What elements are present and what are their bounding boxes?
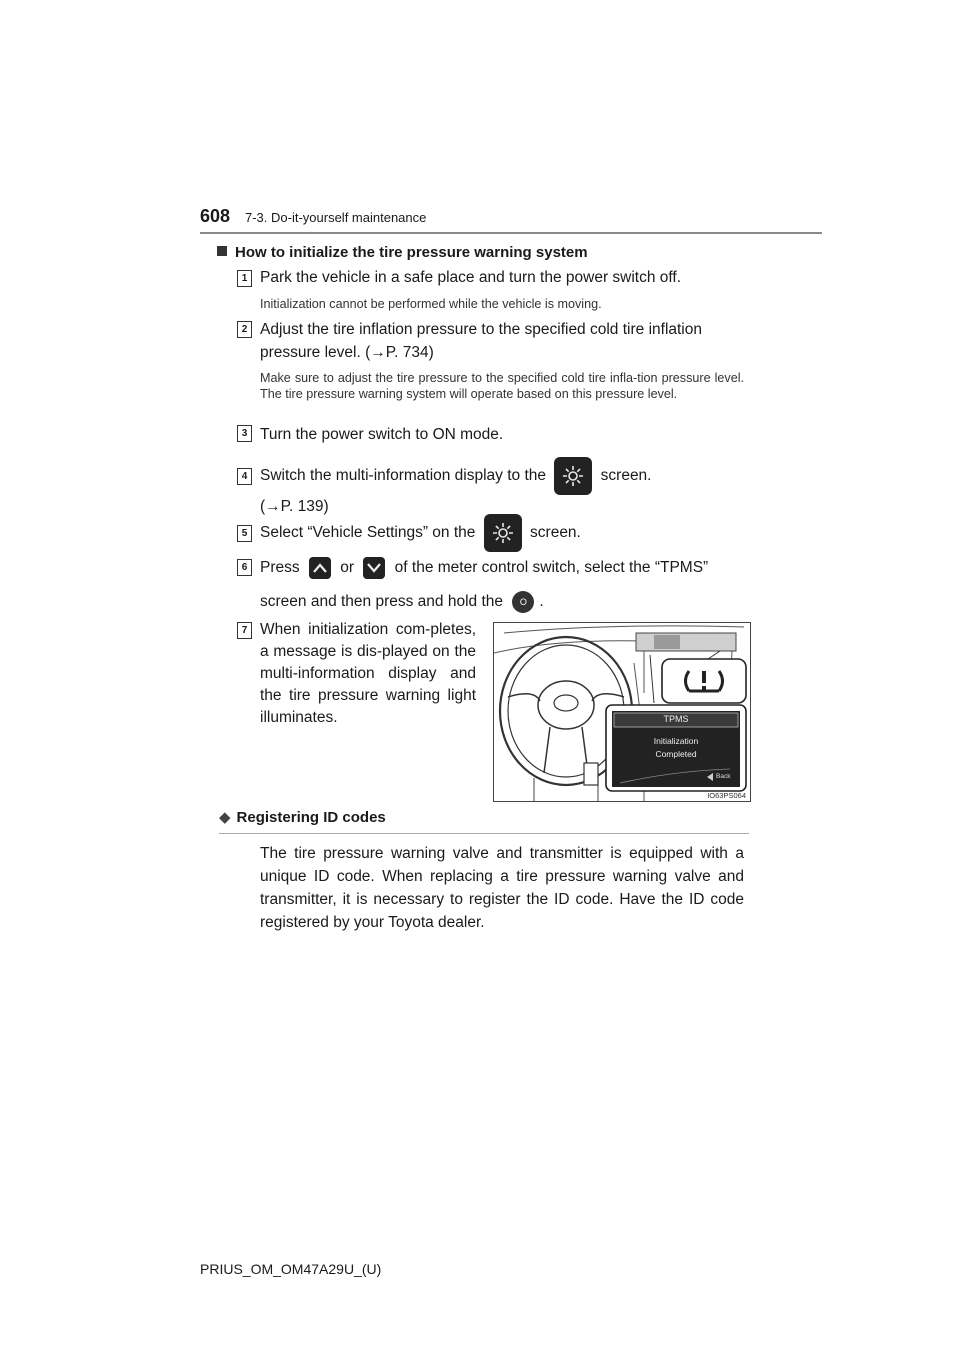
step-7-text: When initialization com-pletes, a message is dis-played on the multi-information display and the tire pressure warning light illuminates. (260, 621, 476, 726)
figure-code: IO63PS064 (707, 791, 746, 800)
step-6-or: or (340, 559, 355, 576)
step-1-text: Park the vehicle in a safe place and turn the power switch off. (260, 269, 682, 286)
step-2-line2: pressure level. (→P. 734) (260, 344, 434, 361)
step-2-note: Make sure to adjust the tire pressure to the specified cold tire infla-tion pressure level. The tire pressure warning system will operate based on this pressure level. (260, 371, 744, 401)
step-number-5: 5 (237, 525, 252, 542)
dashboard-illustration (493, 622, 751, 802)
chevron-up-icon (309, 557, 331, 579)
step-4-ref: (→P. 139) (260, 498, 329, 515)
section-heading (217, 244, 588, 261)
mid-screen-line2: Completed (655, 749, 697, 759)
step-5-line (260, 514, 581, 552)
step-6-period: . (539, 593, 544, 610)
step-number-4: 4 (237, 468, 252, 485)
step-4-after: screen. (600, 467, 652, 485)
subsection-title: Registering ID codes (236, 809, 386, 826)
subsection-paragraph: The tire pressure warning valve and transmitter is equipped with a unique ID code. When replacing a tire pressure warning valve and transmitter, it is necessary to register the ID code. Have the ID code registered by your Toyota dealer. (260, 845, 744, 931)
subsection-rule (219, 833, 749, 834)
section-title: How to initialize the tire pressure warning system (235, 244, 588, 261)
step-6-line2 (260, 589, 544, 615)
step-number-2: 2 (237, 321, 252, 338)
step-4-line (260, 457, 652, 495)
mid-screen-line1: Initialization (653, 736, 699, 746)
document-code: PRIUS_OM_OM47A29U_(U) (200, 1261, 382, 1277)
step-6-line1 (260, 555, 744, 581)
step-number-3: 3 (237, 425, 252, 442)
header-rule (200, 232, 822, 234)
step-number-7: 7 (237, 622, 252, 639)
step-1-note: Initialization cannot be performed while the vehicle is moving. (260, 297, 602, 311)
mid-screen-title: TPMS (663, 714, 689, 724)
step-2-line1: Adjust the tire inflation pressure to the specified cold tire inflation (260, 321, 702, 338)
diamond-bullet-icon: ◆ (219, 809, 231, 826)
gear-icon (484, 514, 522, 552)
step-number-6: 6 (237, 559, 252, 576)
gear-icon (554, 457, 592, 495)
step-6-hold: screen and then press and hold the (260, 593, 504, 610)
subsection-heading (219, 808, 386, 826)
step-6-rest: of the meter control switch, select the “TPMS” (394, 559, 709, 576)
ok-button-icon: O (512, 591, 534, 613)
step-number-1: 1 (237, 270, 252, 287)
mid-screen-back: Back (716, 773, 731, 780)
dashboard-drawing (494, 623, 750, 801)
page-number: 608 (200, 206, 231, 226)
chevron-down-icon (363, 557, 385, 579)
step-3-text: Turn the power switch to ON mode. (260, 426, 504, 443)
step-5-before: Select “Vehicle Settings” on the (260, 524, 476, 542)
step-4-before: Switch the multi-information display to the (260, 467, 547, 485)
chapter-title: 7-3. Do-it-yourself maintenance (245, 210, 427, 225)
step-6-press: Press (260, 559, 300, 576)
step-5-after: screen. (530, 524, 581, 542)
square-bullet-icon (217, 246, 227, 256)
